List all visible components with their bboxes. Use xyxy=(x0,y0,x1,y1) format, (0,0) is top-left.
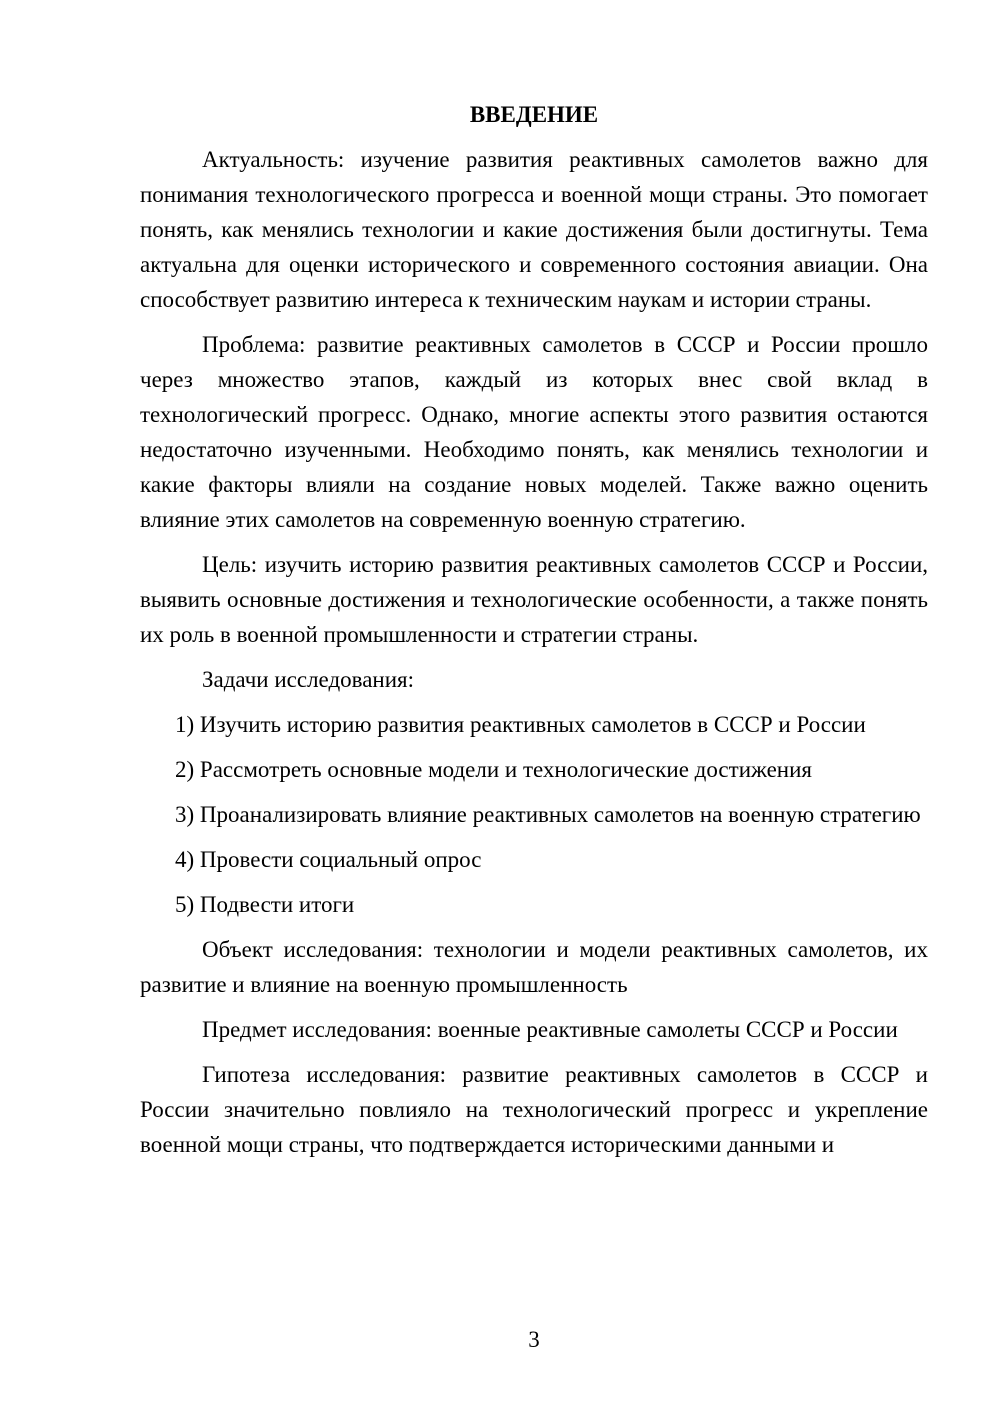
paragraph-research-object: Объект исследования: технологии и модели реактивных самолетов, их развитие и влияние на военную промышленность xyxy=(140,937,928,997)
task-item-4: 4) Провести социальный опрос xyxy=(175,847,482,872)
task-item-2: 2) Рассмотреть основные модели и технологические достижения xyxy=(175,757,812,782)
paragraph-goal: Цель: изучить историю развития реактивных самолетов СССР и России, выявить основные достижения и технологические особенности, а также понять их роль в военной промышленности и стратегии страны. xyxy=(140,552,928,647)
section-heading: ВВЕДЕНИЕ xyxy=(469,102,599,127)
paragraph-tasks-label: Задачи исследования: xyxy=(202,667,415,692)
page-number: 3 xyxy=(528,1327,540,1352)
task-item-1: 1) Изучить историю развития реактивных самолетов в СССР и России xyxy=(175,712,866,737)
task-item-3: 3) Проанализировать влияние реактивных самолетов на военную стратегию xyxy=(175,802,921,827)
paragraph-research-subject: Предмет исследования: военные реактивные самолеты СССР и России xyxy=(202,1017,898,1042)
paragraph-relevance: Актуальность: изучение развития реактивных самолетов важно для понимания технологического прогресса и военной мощи страны. Это помогает понять, как менялись технологии и какие достижения были достигнуты. Тема актуальна для оценки исторического и современного состояния авиации. Она способствует развитию интереса к техническим наукам и истории страны. xyxy=(140,147,928,312)
paragraph-hypothesis: Гипотеза исследования: развитие реактивных самолетов в СССР и России значительно повлияло на технологический прогресс и укрепление военной мощи страны, что подтверждается историческими данными и xyxy=(140,1062,928,1157)
task-item-5: 5) Подвести итоги xyxy=(175,892,355,917)
paragraph-problem: Проблема: развитие реактивных самолетов в СССР и России прошло через множество этапов, каждый из которых внес свой вклад в технологический прогресс. Однако, многие аспекты этого развития остаются недостаточно изученными. Необходимо понять, как менялись технологии и какие факторы влияли на создание новых моделей. Также важно оценить влияние этих самолетов на современную военную стратегию. xyxy=(140,332,928,532)
